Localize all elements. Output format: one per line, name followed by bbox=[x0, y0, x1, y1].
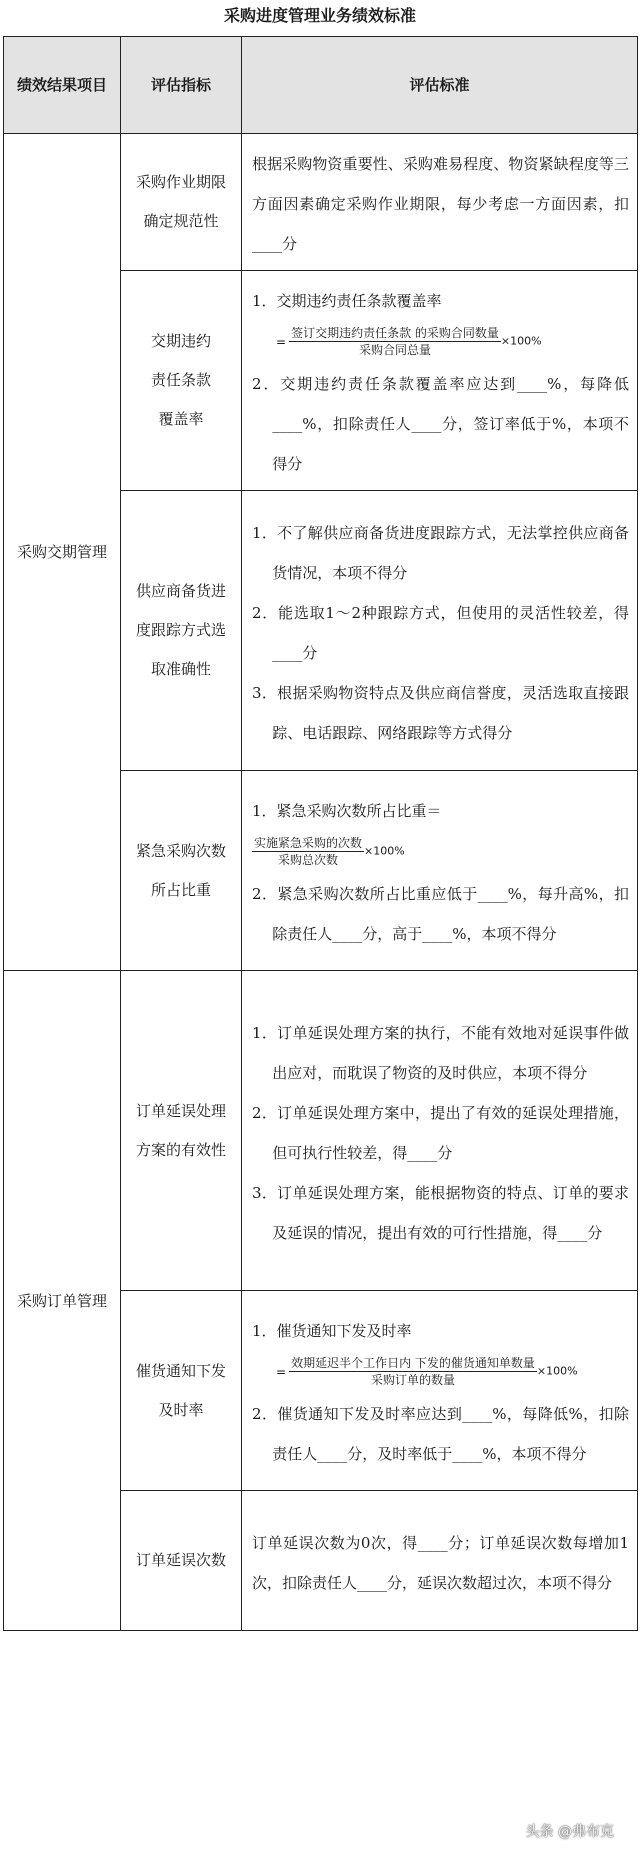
standard-item: 1．紧急采购次数所占比重＝ bbox=[252, 802, 442, 820]
watermark: 头条 @弗布克 bbox=[525, 1824, 614, 1840]
metric-cell: 紧急采购次数 所占比重 bbox=[121, 771, 242, 971]
standard-item: 2．交期违约责任条款覆盖率应达到____%，每降低____%，扣除责任人____分，签订率低于%，本项不得分 bbox=[252, 375, 629, 473]
metric-cell: 供应商备货进度跟踪方式选取准确性 bbox=[121, 491, 242, 771]
metric-cell: 催货通知下发 及时率 bbox=[121, 1291, 242, 1491]
metric-cell: 订单延误次数 bbox=[121, 1491, 242, 1631]
metric-cell: 订单延误处理方案的有效性 bbox=[121, 971, 242, 1291]
formula: = $\frac{\text{签订交期违约责任条款 的采购合同数量}}{\text{采购合同总量}}$ ×100% bbox=[276, 326, 542, 357]
table-header-row bbox=[4, 37, 638, 134]
standard-item: 1．不了解供应商备货进度跟踪方式，无法掌控供应商备货情况，本项不得分 bbox=[252, 523, 629, 582]
header-result-item: 绩效结果项目 bbox=[4, 37, 121, 134]
header-indicator: 评估指标 bbox=[121, 37, 242, 134]
metric-cell: 交期违约 责任条款 覆盖率 bbox=[121, 271, 242, 491]
formula: $\frac{\text{实施紧急采购的次数}}{\text{采购总次数}}$ ×100% bbox=[254, 836, 405, 867]
table-row bbox=[4, 134, 638, 271]
standard-item: 2．订单延误处理方案中，提出了有效的延误处理措施，但可执行性较差，得____分 bbox=[252, 1103, 629, 1162]
performance-standards-table bbox=[3, 36, 638, 1631]
formula: = $\frac{\text{效期延迟半个工作日内 下发的催货通知单数量}}{\text{采购订单的数量}}$ ×100% bbox=[276, 1356, 578, 1387]
standard-cell bbox=[242, 1291, 638, 1491]
table-row bbox=[4, 971, 638, 1291]
standard-item: 1．交期违约责任条款覆盖率 bbox=[252, 292, 442, 310]
standard-item: 2．催货通知下发及时率应达到____%，每降低%，扣除责任人____分，及时率低于____%，本项不得分 bbox=[252, 1405, 629, 1463]
standard-cell bbox=[242, 271, 638, 491]
standard-cell bbox=[242, 491, 638, 771]
standard-item: 2．紧急采购次数所占比重应低于____%，每升高%，扣除责任人____分，高于____%，本项不得分 bbox=[252, 885, 629, 943]
standard-item: 1．订单延误处理方案的执行，不能有效地对延误事件做出应对，而耽误了物资的及时供应，本项不得分 bbox=[252, 1023, 629, 1082]
standard-item: 3．订单延误处理方案，能根据物资的特点、订单的要求及延误的情况，提出有效的可行性措施，得____分 bbox=[252, 1183, 629, 1242]
standard-item: 3．根据采购物资特点及供应商信誉度，灵活选取直接跟踪、电话跟踪、网络跟踪等方式得分 bbox=[252, 683, 629, 742]
page-title: 采购进度管理业务绩效标准 bbox=[223, 6, 416, 25]
standard-item: 2．能选取1～2种跟踪方式，但使用的灵活性较差，得____分 bbox=[252, 603, 629, 662]
standard-item: 1．催货通知下发及时率 bbox=[252, 1322, 412, 1340]
group-cell: 采购交期管理 bbox=[4, 134, 121, 971]
standard-cell bbox=[242, 971, 638, 1291]
group-cell: 采购订单管理 bbox=[4, 971, 121, 1631]
standard-cell bbox=[242, 771, 638, 971]
standard-cell: 订单延误次数为0次，得____分；订单延误次数每增加1次，扣除责任人____分，延误次数超过次，本项不得分 bbox=[242, 1491, 638, 1631]
metric-cell: 采购作业期限 确定规范性 bbox=[121, 134, 242, 271]
header-standard: 评估标准 bbox=[242, 37, 638, 134]
standard-cell: 根据采购物资重要性、采购难易程度、物资紧缺程度等三方面因素确定采购作业期限，每少考虑一方面因素，扣____分 bbox=[242, 134, 638, 271]
